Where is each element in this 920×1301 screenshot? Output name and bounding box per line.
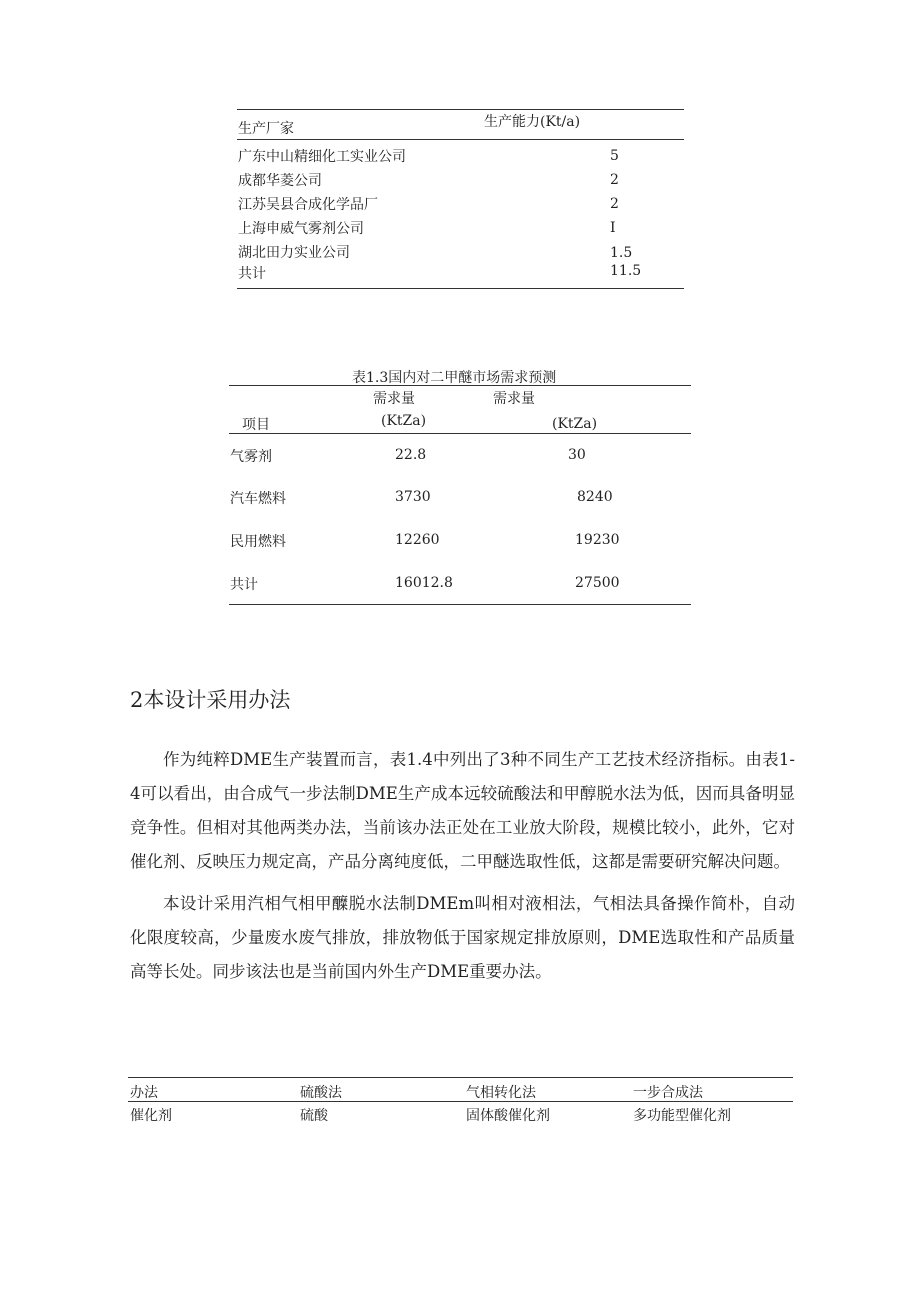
table2-row-value2: 8240 [577, 489, 613, 505]
table2-row-value1: 3730 [395, 489, 431, 505]
table3-cell: 催化剂 [130, 1108, 172, 1124]
table2-total-item: 共计 [230, 577, 258, 593]
table1-bottom-rule [237, 288, 684, 289]
table2-row-value2: 30 [568, 447, 586, 463]
table3-cell: 多功能型催化剂 [633, 1108, 731, 1124]
table1-row-value: 2 [610, 172, 619, 188]
paragraph-1: 作为纯粹DME生产装置而言，表1.4中列出了3种不同生产工艺技术经济指标。由表1-4可以看出，由合成气一步法制DME生产成本远较硫酸法和甲醇脱水法为低，因而具备明显竞争性。但相对其他两类办法，当前该办法正处在工业放大阶段，规模比较小，此外，它对催化剂、反映压力规定高，产品分离纯度低，二甲醚选取性低，这都是需要研究解决问题。 [130, 750, 795, 871]
table2-header-demand2: 需求量 [493, 391, 535, 407]
table1-row-value: I [610, 220, 616, 236]
table2-row-value1: 12260 [395, 532, 440, 548]
table2-row-value2: 19230 [575, 532, 620, 548]
paragraph-2: 本设计采用汽相气相甲醾脱水法制DMEm叫相对液相法，气相法具备操作简朴，自动化限度较高，少量废水废气排放，排放物低于国家规定排放原则，DME选取性和产品质量高等长处。同步该法也是当前国内外生产DME重要办法。 [130, 894, 795, 981]
table2-header-unit1: (KtZa) [381, 413, 427, 429]
body-text [130, 743, 795, 989]
table2-header-item: 项目 [242, 417, 270, 433]
table3-header-rule [128, 1101, 793, 1102]
table2-total-value1: 16012.8 [395, 575, 453, 591]
table1-header-rule [237, 139, 684, 140]
section-heading: 2本设计采用办法 [130, 688, 291, 712]
table2-row-value1: 22.8 [395, 447, 427, 463]
table2-top-rule [229, 385, 691, 386]
table1-total-value: 11.5 [610, 263, 642, 279]
table2-row-item: 民用燃料 [230, 534, 286, 550]
table1-row-name: 上海申威气雾剂公司 [238, 221, 364, 237]
table1-row-name: 湖北田力实业公司 [238, 245, 350, 261]
table1-row-name: 江苏吴县合成化学品厂 [238, 197, 378, 213]
table2-total-value2: 27500 [575, 575, 620, 591]
table1-row-name: 广东中山精细化工实业公司 [238, 149, 406, 165]
table3-top-rule [128, 1077, 793, 1078]
table1-header-capacity: 生产能力(Kt/a) [484, 114, 581, 130]
table2-row-item: 汽车燃料 [230, 491, 286, 507]
table1-row-name: 成都华菱公司 [238, 173, 322, 189]
table2-row-item: 气雾剂 [230, 449, 272, 465]
table3-header-sulfuric: 硫酸法 [300, 1085, 342, 1101]
table2-title: 表1.3国内对二甲醚市场需求预测 [352, 370, 557, 386]
table3-cell: 硫酸 [300, 1108, 328, 1124]
table2-header-rule [229, 433, 691, 434]
table1-row-value: 1.5 [610, 245, 633, 261]
table3-header-onestep: 一步合成法 [633, 1085, 703, 1101]
table2-header-unit2: (KtZa) [552, 416, 598, 432]
table1-row-value: 2 [610, 196, 619, 212]
table2-bottom-rule [229, 604, 691, 605]
table3-header-method: 办法 [130, 1085, 158, 1101]
table3-header-gasphase: 气相转化法 [466, 1085, 536, 1101]
table2-header-demand1: 需求量 [373, 391, 415, 407]
table1-row-value: 5 [610, 148, 619, 164]
table1-total-name: 共计 [238, 266, 266, 282]
table1-top-rule [237, 109, 684, 110]
table3-cell: 固体酸催化剂 [466, 1108, 550, 1124]
table1-header-producer: 生产厂家 [238, 121, 294, 137]
